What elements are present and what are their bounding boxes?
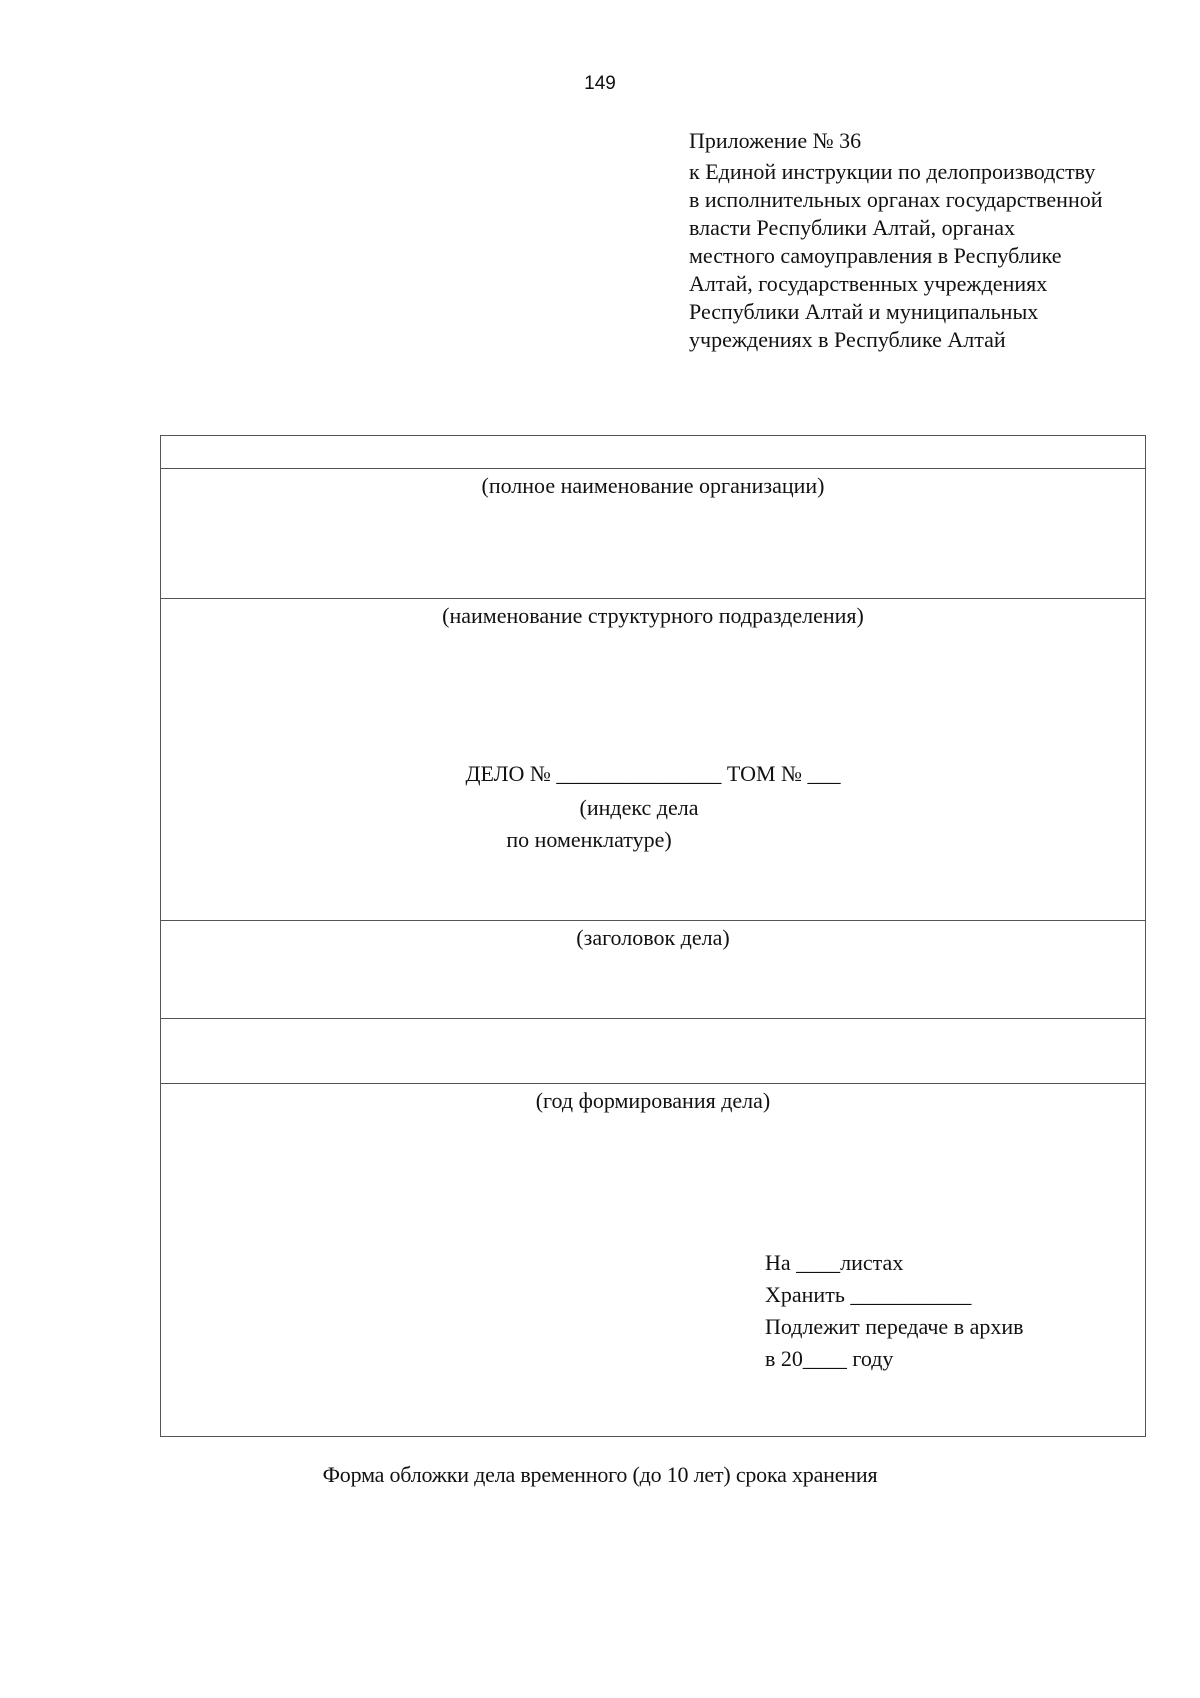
appendix-line: Республики Алтай и муниципальных <box>689 299 1039 324</box>
case-index-caption: по номенклатуре) <box>506 827 672 852</box>
case-title-line <box>161 920 1145 921</box>
keep-term: Хранить ___________ <box>765 1282 972 1307</box>
storage-block <box>765 1247 1024 1375</box>
year-caption: (год формирования дела) <box>535 1088 771 1113</box>
appendix-line: к Единой инструкции по делопроизводству <box>689 159 1096 184</box>
appendix-line: в исполнительных органах государственной <box>689 187 1103 212</box>
case-number-line: ДЕЛО № _______________ ТОМ № ___ <box>465 761 841 786</box>
sheets-count: На ____листах <box>765 1250 904 1275</box>
case-title-caption: (заголовок дела) <box>576 925 730 950</box>
appendix-header <box>689 127 1169 354</box>
separator-line <box>161 1018 1145 1019</box>
appendix-line: Алтай, государственных учреждениях <box>689 271 1048 296</box>
form-title: Форма обложки дела временного (до 10 лет) срока хранения <box>322 1462 878 1487</box>
org-name-line <box>161 468 1145 469</box>
archive-year: в 20____ году <box>765 1346 894 1371</box>
division-caption: (наименование структурного подразделения) <box>442 603 864 628</box>
archive-transfer: Подлежит передаче в архив <box>765 1314 1024 1339</box>
appendix-line: власти Республики Алтай, органах <box>689 215 1015 240</box>
appendix-line: местного самоуправления в Республике <box>689 243 1062 268</box>
case-index-caption: (индекс дела <box>579 795 699 820</box>
appendix-title: Приложение № 36 <box>689 128 862 153</box>
page-number: 149 <box>584 73 616 94</box>
appendix-line: учреждениях в Республике Алтай <box>689 327 1006 352</box>
case-cover-form <box>160 435 1146 1437</box>
division-line <box>161 598 1145 599</box>
org-name-caption: (полное наименование организации) <box>481 473 825 498</box>
year-line <box>161 1083 1145 1084</box>
